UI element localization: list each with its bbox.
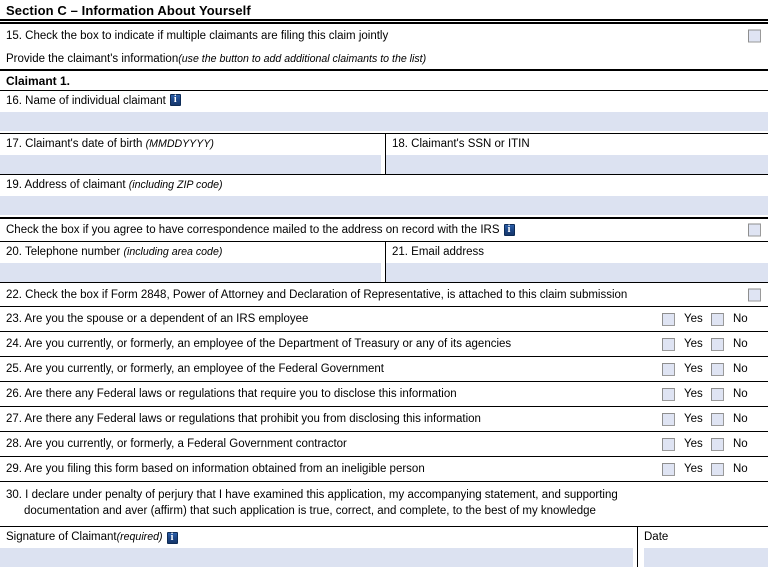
item-21-input[interactable] <box>386 263 768 282</box>
question-yes-checkbox[interactable] <box>662 388 675 401</box>
info-icon[interactable] <box>170 94 181 106</box>
question-no-checkbox[interactable] <box>711 363 724 376</box>
no-label: No <box>733 338 748 350</box>
no-option-group <box>711 463 760 476</box>
item-16-label: 16. Name of individual claimant <box>6 95 166 107</box>
row-signature-date <box>0 527 768 567</box>
item-16-input[interactable] <box>0 112 768 131</box>
question-row <box>0 382 768 407</box>
question-row <box>0 332 768 357</box>
question-yes-checkbox[interactable] <box>662 363 675 376</box>
form-2848-attached-checkbox[interactable] <box>748 288 761 301</box>
item-18-input[interactable] <box>386 155 768 174</box>
item-19-hint: (including ZIP code) <box>128 179 223 191</box>
signature-hint: (required) <box>116 531 163 543</box>
block-item-16 <box>0 91 768 131</box>
declaration-line-1: 30. I declare under penalty of perjury that I have examined this application, my accompanying statement, and supporting <box>6 489 618 501</box>
no-label: No <box>733 313 748 325</box>
no-label: No <box>733 413 748 425</box>
yes-option-group <box>662 313 711 326</box>
block-item-19 <box>0 175 768 215</box>
item-15-label: 15. Check the box to indicate if multiple claimants are filing this claim jointly <box>6 30 389 42</box>
yes-option-group <box>662 463 711 476</box>
question-yes-checkbox[interactable] <box>662 413 675 426</box>
date-input[interactable] <box>644 548 768 567</box>
yes-label: Yes <box>684 338 703 350</box>
item-20-label-line <box>0 242 385 263</box>
item-18-label: 18. Claimant's SSN or ITIN <box>392 138 530 150</box>
yes-option-group <box>662 438 711 451</box>
item-17-input[interactable] <box>0 155 381 174</box>
question-no-checkbox[interactable] <box>711 338 724 351</box>
question-label: 24. Are you currently, or formerly, an employee of the Department of Treasury or any of its agencies <box>6 338 512 350</box>
cell-item-17 <box>0 134 385 174</box>
no-label: No <box>733 388 748 400</box>
question-yes-checkbox[interactable] <box>662 463 675 476</box>
declaration-line-2: documentation and aver (affirm) that such application is true, correct, and complete, to the best of my knowledge <box>24 504 596 517</box>
question-no-checkbox[interactable] <box>711 413 724 426</box>
no-label: No <box>733 463 748 475</box>
question-row <box>0 307 768 332</box>
row-items-17-18 <box>0 134 768 175</box>
row-item-15 <box>0 24 768 48</box>
question-yes-checkbox[interactable] <box>662 338 675 351</box>
date-label: Date <box>644 531 669 543</box>
cell-item-21 <box>385 242 768 282</box>
yes-no-question-list <box>0 307 768 482</box>
item-21-label: 21. Email address <box>392 246 485 258</box>
claimant-group-header: Claimant 1. <box>0 71 768 91</box>
no-label: No <box>733 363 748 375</box>
yes-label: Yes <box>684 463 703 475</box>
item-21-label-line <box>386 242 768 263</box>
question-row <box>0 457 768 482</box>
question-no-checkbox[interactable] <box>711 388 724 401</box>
info-icon[interactable] <box>167 532 178 544</box>
question-no-checkbox[interactable] <box>711 313 724 326</box>
question-label: 25. Are you currently, or formerly, an employee of the Federal Government <box>6 363 384 375</box>
yes-label: Yes <box>684 313 703 325</box>
yes-label: Yes <box>684 438 703 450</box>
row-item-22 <box>0 283 768 307</box>
signature-label-line <box>0 527 637 548</box>
date-label-line <box>644 527 768 548</box>
no-option-group <box>711 338 760 351</box>
question-row <box>0 357 768 382</box>
yes-label: Yes <box>684 363 703 375</box>
item-17-hint: (MMDDYYYY) <box>145 138 214 150</box>
question-yes-checkbox[interactable] <box>662 438 675 451</box>
item-17-label-line <box>0 134 385 155</box>
provide-info-label: Provide the claimant's information <box>6 52 179 65</box>
jointly-filing-checkbox[interactable] <box>748 30 761 43</box>
cell-item-18 <box>385 134 768 174</box>
cell-item-20 <box>0 242 385 282</box>
no-option-group <box>711 438 760 451</box>
item-20-hint: (including area code) <box>123 246 223 258</box>
item-19-label-line <box>0 175 768 196</box>
yes-label: Yes <box>684 388 703 400</box>
signature-input[interactable] <box>0 548 633 567</box>
yes-option-group <box>662 388 711 401</box>
signature-label: Signature of Claimant <box>6 531 117 543</box>
question-label: 26. Are there any Federal laws or regulations that require you to disclose this information <box>6 388 457 400</box>
item-17-label: 17. Claimant's date of birth <box>6 138 146 150</box>
question-row <box>0 407 768 432</box>
yes-option-group <box>662 338 711 351</box>
row-provide-info <box>0 48 768 71</box>
no-option-group <box>711 363 760 376</box>
no-option-group <box>711 413 760 426</box>
item-18-label-line <box>386 134 768 155</box>
row-items-20-21 <box>0 242 768 283</box>
question-no-checkbox[interactable] <box>711 438 724 451</box>
question-yes-checkbox[interactable] <box>662 313 675 326</box>
declaration-block <box>0 482 768 527</box>
item-19-label: 19. Address of claimant <box>6 179 129 191</box>
item-16-label-line <box>0 91 768 112</box>
yes-label: Yes <box>684 413 703 425</box>
no-label: No <box>733 438 748 450</box>
question-no-checkbox[interactable] <box>711 463 724 476</box>
question-label: 28. Are you currently, or formerly, a Federal Government contractor <box>6 438 347 450</box>
question-label: 29. Are you filing this form based on information obtained from an ineligible person <box>6 463 425 475</box>
item-22-label: 22. Check the box if Form 2848, Power of Attorney and Declaration of Representative, is attached to this claim submission <box>6 288 628 301</box>
info-icon[interactable] <box>504 224 515 236</box>
item-20-input[interactable] <box>0 263 381 282</box>
correspondence-checkbox[interactable] <box>748 224 761 237</box>
cell-signature <box>0 527 637 567</box>
question-label: 23. Are you the spouse or a dependent of an IRS employee <box>6 313 309 325</box>
no-option-group <box>711 388 760 401</box>
correspondence-label: Check the box if you agree to have correspondence mailed to the address on record with the IRS <box>6 224 500 236</box>
section-header: Section C – Information About Yourself <box>0 0 768 21</box>
item-20-label: 20. Telephone number <box>6 246 124 258</box>
yes-option-group <box>662 413 711 426</box>
cell-date <box>637 527 768 567</box>
no-option-group <box>711 313 760 326</box>
provide-info-hint: (use the button to add additional claimants to the list) <box>178 52 427 65</box>
item-19-input[interactable] <box>0 196 768 215</box>
question-row <box>0 432 768 457</box>
row-correspondence <box>0 219 768 242</box>
yes-option-group <box>662 363 711 376</box>
question-label: 27. Are there any Federal laws or regulations that prohibit you from disclosing this information <box>6 413 481 425</box>
